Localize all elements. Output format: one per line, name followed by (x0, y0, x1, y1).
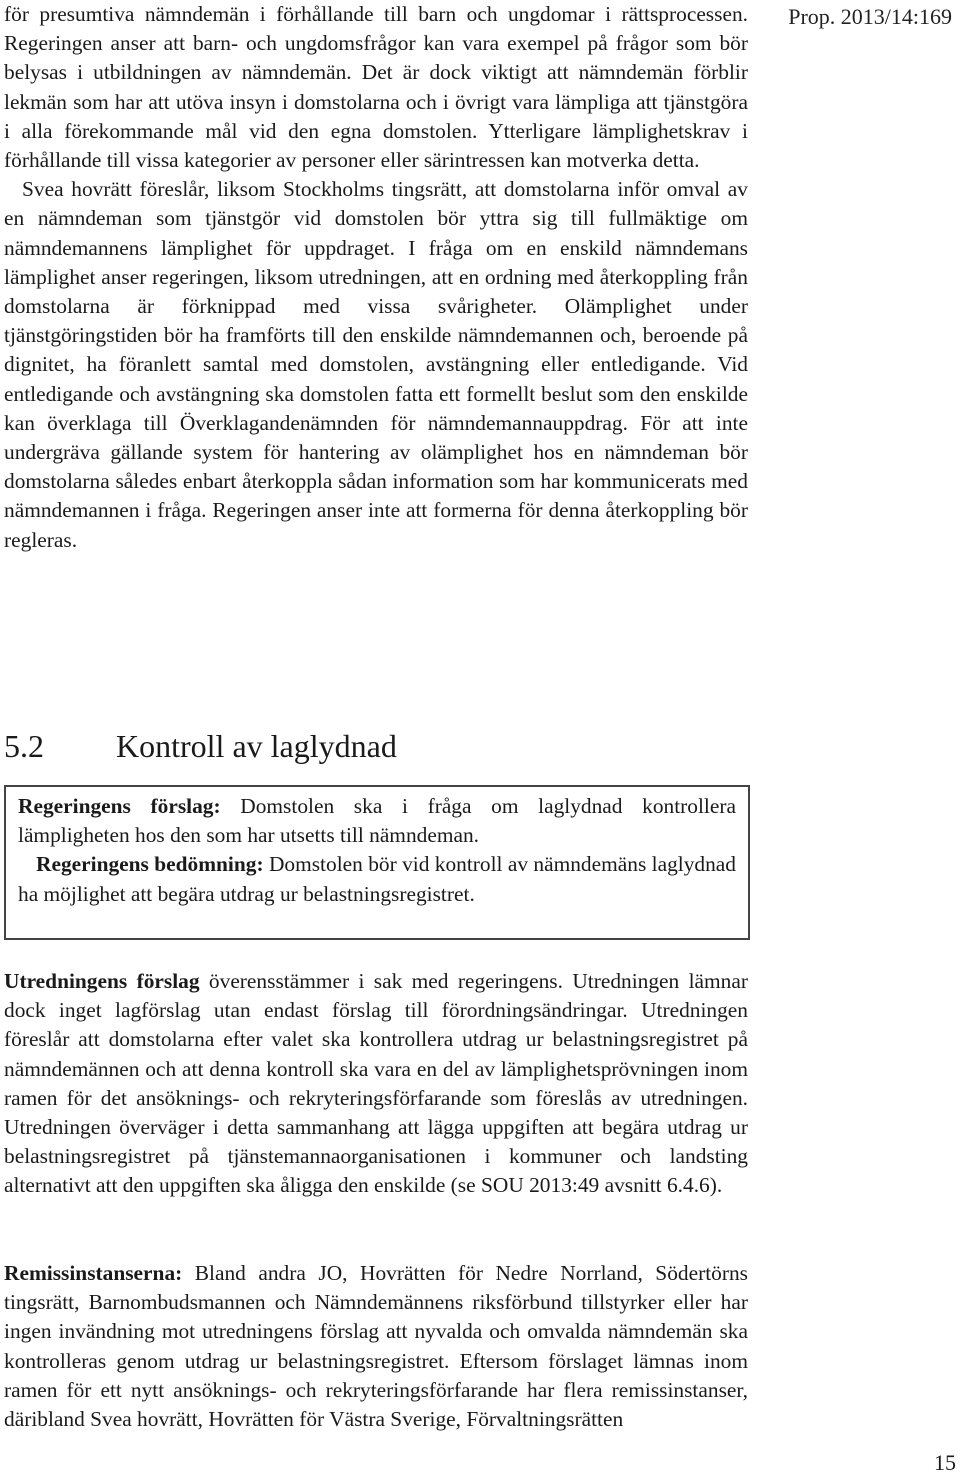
page-reference: Prop. 2013/14:169 (788, 4, 952, 29)
section-heading (4, 724, 397, 768)
page-number: 15 (934, 1450, 956, 1475)
remiss-label: Remissinstanserna: (4, 1261, 183, 1285)
body-text-top (4, 0, 748, 555)
assessment-label: Regeringens bedömning: (36, 852, 264, 877)
paragraph-2: Svea hovrätt föreslår, liksom Stockholms tingsrätt, att domstolarna inför omval av en nämndeman som tjänstgör vid domstolen bör yttra sig till fullmäktige om nämndemannens lämplighet för uppdraget. I fråga om en enskild nämndemans lämplighet anser regeringen, liksom utredningen, att en ordning med återkoppling från domstolarna är förknippad med vissa svårigheter. Olämplighet under tjänstgöringstiden bör ha framförts till den enskilde nämndemannen och, beroende på dignitet, ha föranlett samtal med domstolen, avstängning eller entledigande. Vid entledigande och avstängning ska domstolen fatta ett formellt beslut som den enskilde kan överklaga till Överklagandenämnden för nämndemannauppdrag. För att inte undergräva gällande system för hantering av olämplighet hos en nämndeman bör domstolarna således enbart återkoppla sådan information som har kommunicerats med nämndemannen i fråga. Regeringen anser inte att formerna för denna återkoppling bör regleras. (4, 177, 748, 552)
assessment-text: Domstolen bör vid kontroll av nämndemäns laglydnad ha möjlighet att begära utdrag ur belastningsregistret. (18, 852, 736, 906)
inquiry-paragraph (4, 967, 748, 1201)
section-title: Kontroll av laglydnad (116, 728, 397, 764)
inquiry-text: överensstämmer i sak med regeringens. Utredningen lämnar dock inget lagförslag utan endast förslag till förordningsändringar. Utredningen föreslår att domstolarna efter valet ska kontrollera utdrag ur belastningsregistret på nämndemännen och att denna kontroll ska vara en del av lämplighetsprövningen inom ramen för det ansöknings- och rekryteringsförfarande som föreslås av utredningen. Utredningen överväger i detta sammanhang att lägga uppgiften att begära utdrag ur belastningsregistret på tjänstemannaorganisationen i kommuner och landsting alternativt att den uppgiften ska åligga den enskilde (se SOU 2013:49 avsnitt 6.4.6). (4, 969, 748, 1198)
proposal-paragraph (18, 792, 736, 850)
remiss-text: Bland andra JO, Hovrätten för Nedre Norrland, Södertörns tingsrätt, Barnombudsmannen och Nämndemännens riksförbund tillstyrker eller har ingen invändning mot utredningens förslag att nyvalda och omvalda nämndemän ska kontrolleras genom utdrag ur belastningsregistret. Eftersom förslaget lämnas inom ramen för ett nytt ansöknings- och rekryteringsförfarande har flera remissinstanser, däribland Svea hovrätt, Hovrätten för Västra Sverige, Förvaltningsrätten (4, 1261, 748, 1432)
remiss-section (4, 1259, 748, 1434)
inquiry-label: Utredningens förslag (4, 969, 200, 993)
assessment-paragraph (18, 850, 736, 908)
paragraph-1: för presumtiva nämndemän i förhållande till barn och ungdomar i rättsprocessen. Regeringen anser att barn- och ungdomsfrågor kan vara exempel på frågor som bör belysas i utbildningen av nämndemän. Det är dock viktigt att nämndemän förblir lekmän som har att utöva insyn i domstolarna och i övrigt vara lämpliga att tjänstgöra i alla förekommande mål vid den egna domstolen. Ytterligare lämplighetskrav i förhållande till vissa kategorier av personer eller särintressen kan motverka detta. (4, 2, 748, 173)
section-number: 5.2 (4, 728, 44, 764)
remiss-paragraph (4, 1259, 748, 1434)
proposal-label: Regeringens förslag: (18, 794, 221, 818)
proposal-box (4, 785, 750, 940)
proposal-text: Domstolen ska i fråga om laglydnad kontrollera lämpligheten hos den som har utsetts till nämndeman. (18, 794, 736, 848)
inquiry-section (4, 967, 748, 1201)
